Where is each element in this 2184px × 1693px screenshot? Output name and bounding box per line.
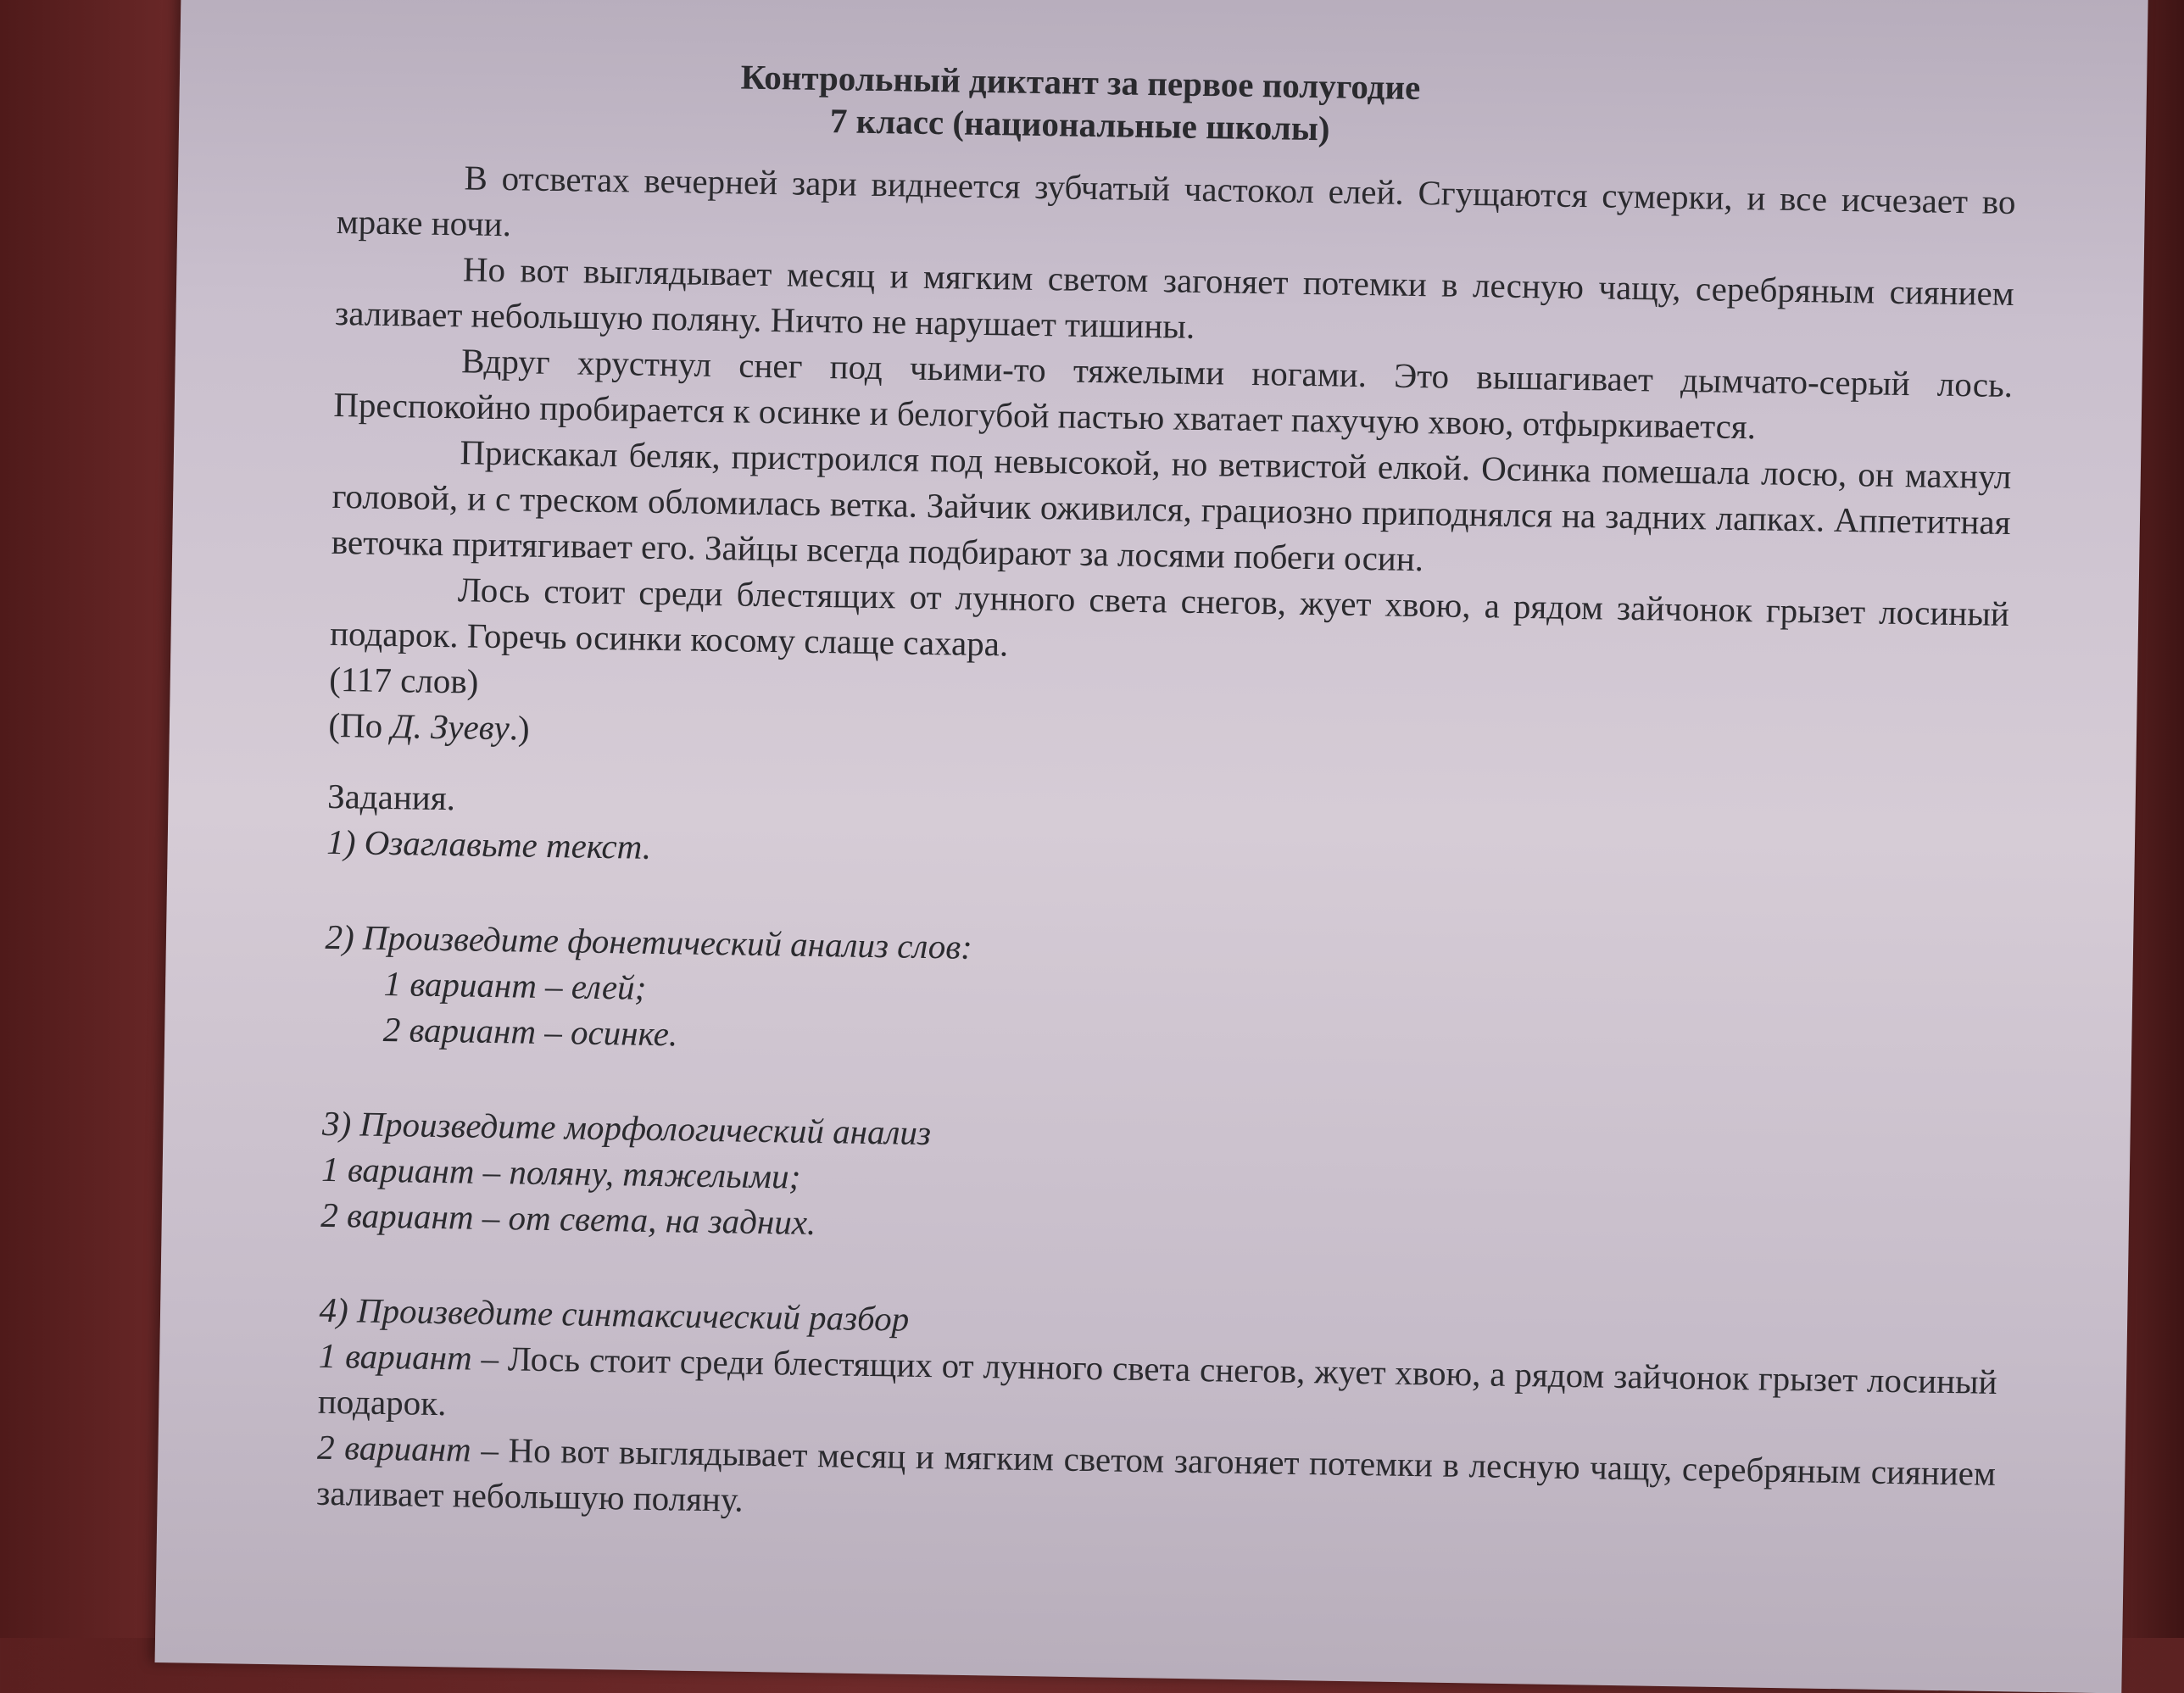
source-prefix: (По [328,704,392,746]
task-3-variant-1: 1 вариант – поляну, тяжелыми; [320,1149,801,1196]
task-4-heading: 4) Произведите синтаксический разбор [319,1289,910,1339]
source-author: Д. Зуеву [391,706,510,748]
task-2-variant-2: 2 вариант – осинке. [382,1009,678,1054]
task-1: 1) Озаглавьте текст. [326,821,652,866]
task-4-variant-1-text: – Лось стоит среди блестящих от лунного света снегов, жует хвою, а рядом зайчонок грызет лосиный подарок. [317,1338,1997,1423]
paragraph-5: Лось стоит среди блестящих от лунного света снегов, жует хвою, а рядом зайчонок грызет лосиный подарок. Горечь осинки косому слаще сахара. [329,570,2010,664]
task-3-heading: 3) Произведите морфологический анализ [321,1103,932,1153]
paragraph-3: Вдруг хрустнул снег под чьими-то тяжелыми ногами. Это вышагивает дымчато-серый лось. Преспокойно пробирается к осинке и белогубой пастью хватает пахучую хвою, отфыркивается. [333,341,2014,447]
title-line-1: Контрольный диктант за первое полугодие [740,57,1421,108]
task-4-variant-2-label: 2 вариант [316,1427,472,1469]
title-line-2: 7 класс (национальные школы) [829,101,1330,148]
task-4-variant-1-label: 1 вариант [318,1335,473,1378]
task-4-variant-2-text: – Но вот выглядывает месяц и мягким светом загоняет потемки в лесную чащу, серебряным сиянием заливает небольшую поляну. [315,1429,1997,1519]
paragraph-4: Прискакал беляк, пристроился под невысокой, но ветвистой елкой. Осинка помешала лосю, он махнул головой, и с треском обломилась ветка. Зайчик оживился, грациозно приподнялся на задних лапках. Аппетитная веточка притягивает его. Зайцы всегда подбирают за лосями побеги осин. [331,432,2012,579]
source-suffix: .) [509,708,531,748]
task-3-variant-2: 2 вариант – от света, на задних. [320,1195,816,1242]
paragraph-1: В отсветах вечерней зари виднеется зубчатый частокол елей. Сгущаются сумерки, и все исчезает во мраке ночи. [336,158,2016,244]
tasks-heading: Задания. [326,776,456,818]
paragraph-2: Но вот выглядывает месяц и мягким светом загоняет потемки в лесную чащу, серебряным сиянием заливает небольшую поляну. Ничто не нарушает тишины. [334,249,2015,346]
task-2-heading: 2) Произведите фонетический анализ слов: [325,916,973,966]
document-content [316,49,2018,1542]
task-2-variant-1: 1 вариант – елей; [383,963,647,1007]
word-count: (117 слов) [328,659,479,701]
